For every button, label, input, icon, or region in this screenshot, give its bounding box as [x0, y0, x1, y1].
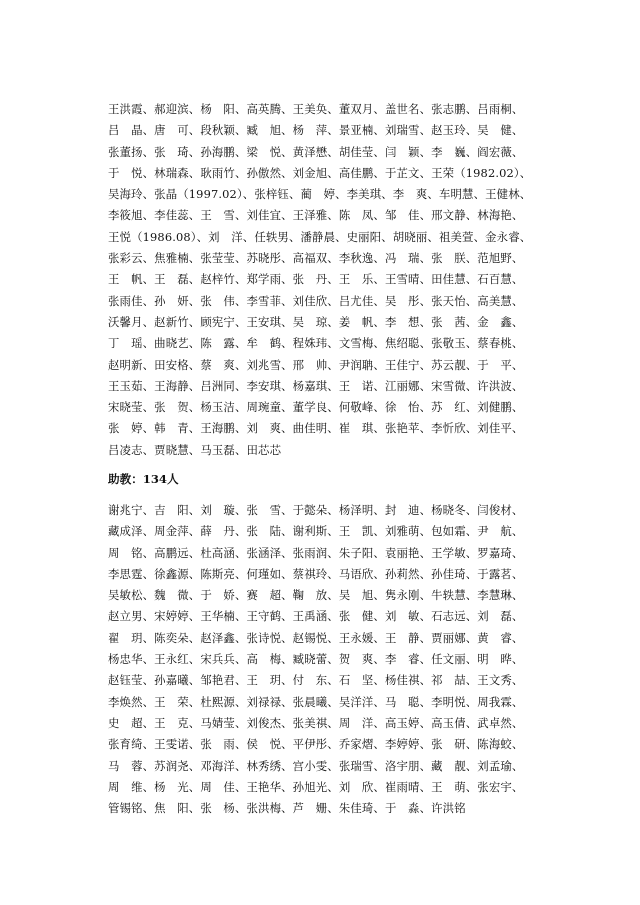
- name-list-section-2: [108, 500, 538, 819]
- name-line: 吴敏松、魏 微、于 娇、赛 超、鞠 放、吴 旭、隽永刚、牛轶慧、李慧琳、: [108, 588, 524, 603]
- name-line: 李焕然、王 荣、杜熙源、刘禄禄、张晨曦、吴洋洋、马 聪、李明悦、周我霖、: [108, 694, 524, 709]
- name-line: 王 帆、王 磊、赵梓竹、郑学雨、张 丹、王 乐、王雪晴、田佳慧、石百慧、: [108, 272, 524, 287]
- name-line: 马 蓉、苏润尧、邓海洋、林秀绣、宫小雯、张瑞雪、洛宇朋、藏 靓、刘孟瑜、: [108, 758, 524, 773]
- name-line: 李思霆、徐鑫源、陈斯亮、何瑾如、蔡祺玲、马语欣、孙莉然、孙佳琦、于露茗、: [108, 566, 524, 581]
- name-line: 史 超、王 克、马婧莹、刘俊杰、张美祺、周 洋、高玉婷、高玉倩、武卓然、: [108, 715, 524, 730]
- name-line: 张雨佳、孙 妍、张 伟、李雪菲、刘佳欣、吕尤佳、吴 彤、张天怡、高美慧、: [108, 293, 524, 308]
- name-line: 宋晓莹、张 贺、杨玉洁、周琬童、董学良、何敬峰、徐 怡、苏 红、刘健鹏、: [108, 400, 524, 415]
- name-line: 丁 瑶、曲晓艺、陈 露、牟 鹤、程姝玮、文雪梅、焦绍聪、张敬玉、蔡春桃、: [108, 336, 524, 351]
- name-line: 周 维、杨 光、周 佳、王艳华、孙旭光、刘 欣、崔雨晴、王 萌、张宏宇、: [108, 779, 524, 794]
- name-line: 李筱旭、李佳蕊、王 雪、刘佳宜、王泽雅、陈 凤、邹 佳、邢文静、林海艳、: [108, 208, 524, 223]
- name-line: 于 悦、林瑞森、耿雨竹、孙傲然、刘金旭、高佳鹏、于芷文、王荣（1982.02）、: [108, 165, 532, 180]
- name-line: 赵立男、宋婷婷、王华楠、王守鹤、王禹涵、张 健、刘 敏、石志远、刘 磊、: [108, 609, 524, 624]
- name-line: 王洪霞、郝迎滨、杨 阳、高英腾、王美奂、董双月、盖世名、张志鹏、吕雨桐、: [108, 102, 524, 116]
- name-line: 张董扬、张 琦、孙海鹏、梁 悦、黄泽懋、胡佳莹、闫 颖、李 巍、阎宏薇、: [108, 144, 524, 159]
- name-line: 周 铭、高鹏远、杜高涵、张涵泽、张雨润、朱子阳、袁丽艳、王学敏、罗嘉琦、: [108, 545, 524, 560]
- name-list-section-1: [108, 99, 538, 461]
- name-line: 赵钰莹、孙嘉曦、邹艳君、王 玥、付 东、石 坚、杨佳祺、祁 喆、王文秀、: [108, 673, 524, 688]
- section-2-heading-block: [108, 470, 538, 488]
- name-line: 管锡铭、焦 阳、张 杨、张洪梅、芦 姗、朱佳琦、于 淼、许洪铭: [108, 801, 466, 816]
- name-line: 张彩云、焦雅楠、张莹莹、苏晓彤、高福双、李秋逸、冯 瑞、张 朕、范旭野、: [108, 251, 524, 266]
- name-line: 吕凌志、贾晓慧、马玉磊、田芯芯: [108, 442, 282, 457]
- name-line: 王悦（1986.08）、刘 洋、任轶男、潘静晨、史丽阳、胡晓丽、祖美萱、金永睿、: [108, 229, 532, 244]
- name-line: 吕 晶、唐 可、段秋颖、臧 旭、杨 萍、景亚楠、刘瑞雪、赵玉玲、吴 健、: [108, 123, 524, 138]
- name-line: 翟 玥、陈奕朵、赵泽鑫、张诗悦、赵锡悦、王永媛、王 静、贾丽娜、黄 睿、: [108, 630, 524, 645]
- name-line: 谢兆宁、吉 阳、刘 璇、张 雪、于懿朵、杨泽明、封 迪、杨晓冬、闫俊材、: [108, 503, 524, 517]
- name-line: 沃馨月、赵新竹、顾宪宁、王安琪、吴 琼、姜 帆、李 想、张 茜、金 鑫、: [108, 314, 524, 329]
- section-heading: 助教：134人: [108, 472, 179, 486]
- name-line: 王玉茹、王海静、吕洲同、李安琪、杨嘉琪、王 诺、江丽娜、宋雪微、许洪波、: [108, 378, 524, 393]
- name-line: 藏成泽、周金萍、薛 丹、张 陆、谢利斯、王 凯、刘雅萌、包如霜、尹 航、: [108, 524, 524, 539]
- name-line: 张 婷、韩 青、王海鹏、刘 爽、曲佳明、崔 琪、张艳苹、李忻欣、刘佳平、: [108, 421, 524, 436]
- name-line: 吴海玲、张晶（1997.02）、张梓钰、蔺 婷、李美琪、李 爽、车明慧、王健林、: [108, 187, 532, 202]
- name-line: 杨忠华、王永红、宋兵兵、高 梅、臧晓蕾、贺 爽、李 睿、任文丽、明 晔、: [108, 652, 524, 667]
- name-line: 赵明新、田安格、蔡 爽、刘兆雪、邢 帅、尹润聃、王佳宁、苏云靓、于 平、: [108, 357, 524, 372]
- name-line: 张育绮、王雯诺、张 雨、侯 悦、平伊彤、乔家熠、李婷婷、张 研、陈海蛟、: [108, 737, 524, 752]
